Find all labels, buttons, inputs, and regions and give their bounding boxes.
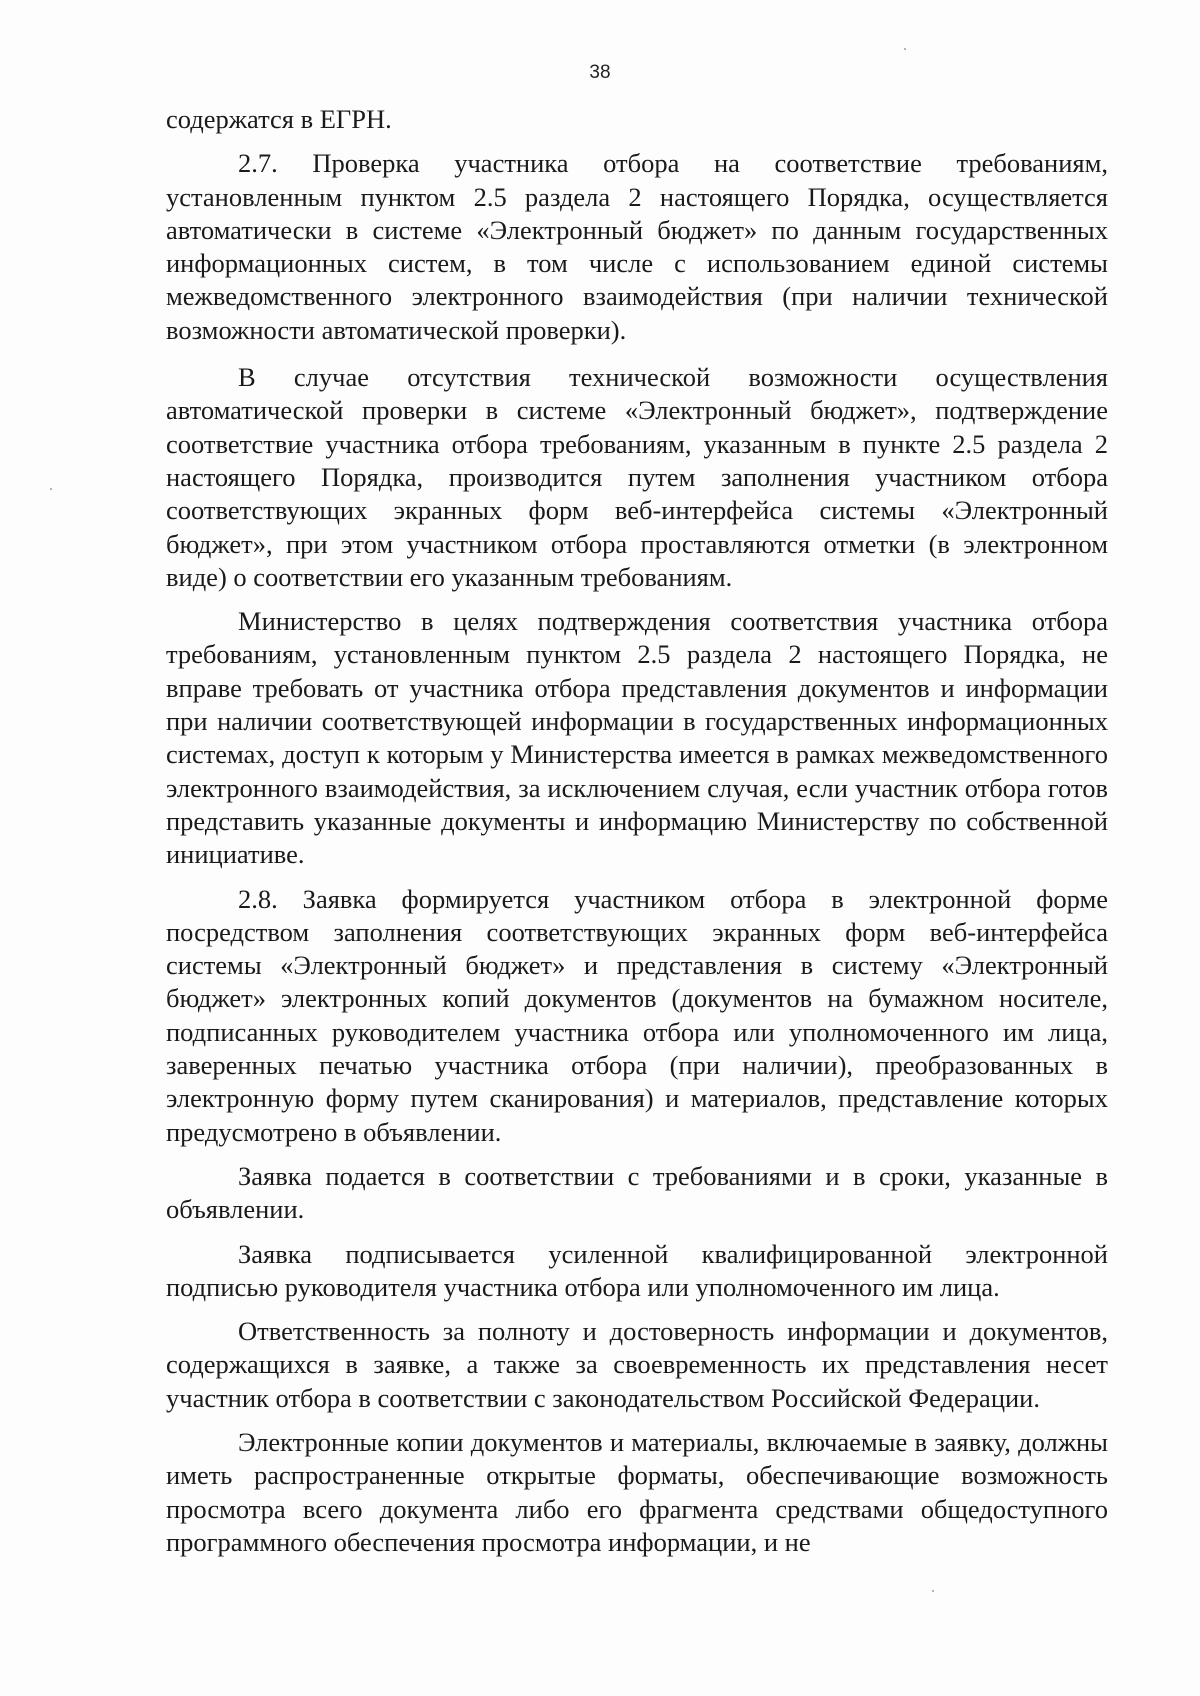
paragraph-application-deadlines: Заявка подается в соответствии с требованиями и в сроки, указанные в объявлении. xyxy=(166,1160,1108,1225)
paragraph-responsibility: Ответственность за полноту и достоверность информации и документов, содержащихся в заявке, а также за своевременность их представления несет участник отбора в соответствии с законодательством Российской Федерации. xyxy=(166,1316,1108,1413)
paragraph-electronic-copies: Электронные копии документов и материалы, включаемые в заявку, должны иметь распространенные открытые форматы, обеспечивающие возможность просмотра всего документа либо его фрагмента средствами общедоступного программного обеспечения просмотра информации, и не xyxy=(166,1426,1108,1557)
paragraph-no-technical-possibility: В случае отсутствия технической возможности осуществления автоматической проверки в системе «Электронный бюджет», подтверждение соответствие участника отбора требованиям, указанным в пункте 2.5 раздела 2 настоящего Порядка, производится путем заполнения участником отбора соответствующих экранных форм веб-интерфейса системы «Электронный бюджет», при этом участником отбора проставляются отметки (в электронном виде) о соответствии его указанным требованиям. xyxy=(166,362,1108,592)
page-number: 38 xyxy=(589,62,611,83)
paragraph-ministry-rights: Министерство в целях подтверждения соответствия участника отбора требованиям, установленным пунктом 2.5 раздела 2 настоящего Порядка, не вправе требовать от участника отбора представления документов и информации при наличии соответствующей информации в государственных информационных системах, доступ к которым у Министерства имеется в рамках межведомственного электронного взаимодействия, за исключением случая, если участник отбора готов представить указанные документы и информацию Министерству по собственной инициативе. xyxy=(166,606,1108,870)
scan-speck xyxy=(932,1590,934,1592)
paragraph-2-7: 2.7. Проверка участника отбора на соответствие требованиям, установленным пунктом 2.5 раздела 2 настоящего Порядка, осуществляется автоматически в системе «Электронный бюджет» по данным государственных информационных систем, в том числе с использованием единой системы межведомственного электронного взаимодействия (при наличии технической возможности автоматической проверки). xyxy=(166,148,1108,345)
scan-speck xyxy=(50,488,52,490)
scan-speck xyxy=(904,48,906,50)
paragraph-continuation: содержатся в ЕГРН. xyxy=(166,104,392,134)
paragraph-application-signature: Заявка подписывается усиленной квалифицированной электронной подписью руководителя участника отбора или уполномоченного им лица. xyxy=(166,1238,1108,1302)
document-body xyxy=(166,103,1108,1559)
paragraph-2-8: 2.8. Заявка формируется участником отбора в электронной форме посредством заполнения соответствующих экранных форм веб-интерфейса системы «Электронный бюджет» и представления в систему «Электронный бюджет» электронных копий документов (документов на бумажном носителе, подписанных руководителем участника отбора или уполномоченного им лица, заверенных печатью участника отбора (при наличии), преобразованных в электронную форму путем сканирования) и материалов, представление которых предусмотрено в объявлении. xyxy=(166,883,1108,1147)
